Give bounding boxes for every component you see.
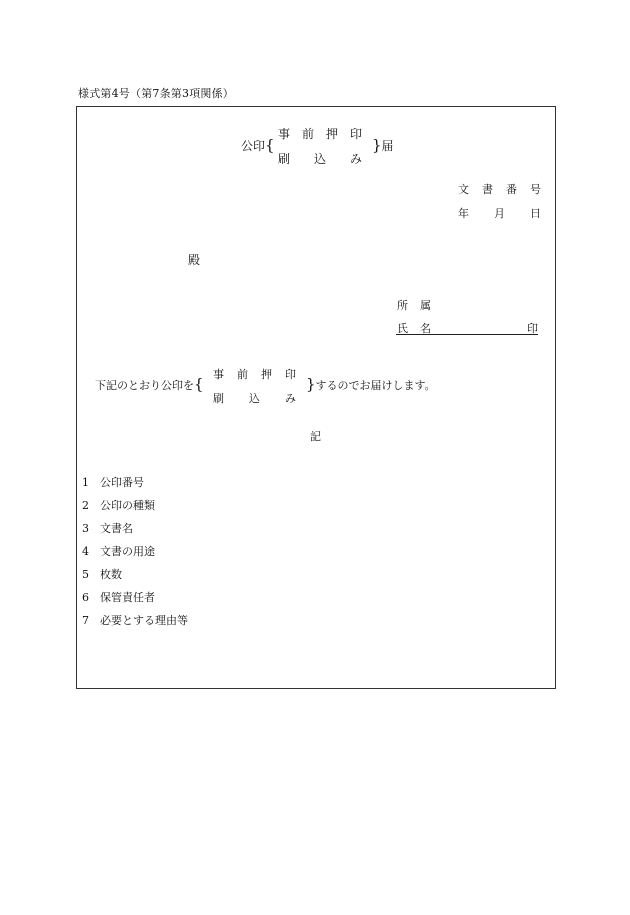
date-day: 日 (530, 207, 541, 220)
doc-number-char-4: 号 (530, 183, 541, 196)
name-char-2: 名 (420, 322, 431, 335)
item-1 (82, 474, 144, 490)
body-option-bottom-1: 刷 (213, 392, 224, 405)
body-option-bottom-3: み (285, 392, 296, 405)
body-option-top-2: 前 (237, 368, 248, 381)
item-label: 必要とする理由等 (100, 614, 188, 627)
body-post (306, 377, 436, 393)
doc-number-char-1: 文 (458, 183, 469, 196)
body-option-top-1: 事 (213, 368, 224, 381)
item-label: 公印の種類 (100, 499, 155, 512)
item-2 (82, 497, 155, 513)
body-post-text: するのでお届けします。 (315, 379, 436, 392)
item-label: 文書名 (100, 522, 133, 535)
body-option-bottom-2: 込 (249, 392, 260, 405)
title-suffix-text: 届 (381, 139, 394, 153)
affiliation-char-1: 所 (397, 299, 408, 312)
item-label: 保管責任者 (100, 591, 155, 604)
item-3 (82, 520, 133, 536)
body-brace-right: } (306, 375, 316, 393)
form-id: 様式第4号（第7条第3項関係） (78, 87, 234, 100)
affiliation-char-2: 属 (420, 299, 431, 312)
title-option-top-3: 押 (326, 127, 339, 141)
title-suffix (372, 137, 394, 154)
title-option-top-2: 前 (302, 127, 315, 141)
item-4 (82, 543, 155, 559)
item-label: 枚数 (100, 568, 122, 581)
title-prefix (241, 137, 275, 154)
body-pre-text: 下記のとおり公印を (95, 379, 194, 392)
date-month: 月 (494, 207, 505, 220)
title-brace-left: { (265, 136, 275, 154)
title-option-bottom-1: 刷 (278, 152, 291, 166)
item-number: 1 (82, 476, 89, 489)
item-number: 2 (82, 499, 89, 512)
title-brace-right: } (372, 136, 382, 154)
item-7 (82, 612, 188, 628)
item-label: 公印番号 (100, 476, 144, 489)
item-6 (82, 589, 155, 605)
title-option-bottom-2: 込 (314, 152, 327, 166)
body-option-top-4: 印 (285, 368, 296, 381)
title-prefix-text: 公印 (241, 139, 266, 153)
title-option-bottom-3: み (350, 152, 363, 166)
item-number: 6 (82, 591, 89, 604)
doc-number-char-2: 書 (482, 183, 493, 196)
item-number: 4 (82, 545, 89, 558)
name-char-1: 氏 (397, 322, 408, 335)
body-pre (95, 377, 204, 393)
title-option-top-1: 事 (278, 127, 291, 141)
body-option-top-3: 押 (261, 368, 272, 381)
item-number: 5 (82, 568, 89, 581)
item-number: 3 (82, 522, 89, 535)
name-underline (396, 320, 538, 335)
ki-heading: 記 (310, 430, 321, 443)
seal-mark: 印 (527, 322, 538, 335)
item-number: 7 (82, 614, 89, 627)
doc-number-char-3: 番 (506, 183, 517, 196)
date-year: 年 (458, 207, 469, 220)
item-5 (82, 566, 122, 582)
addressee-suffix: 殿 (188, 253, 201, 267)
title-option-top-4: 印 (350, 127, 363, 141)
body-brace-left: { (194, 375, 204, 393)
item-label: 文書の用途 (100, 545, 155, 558)
